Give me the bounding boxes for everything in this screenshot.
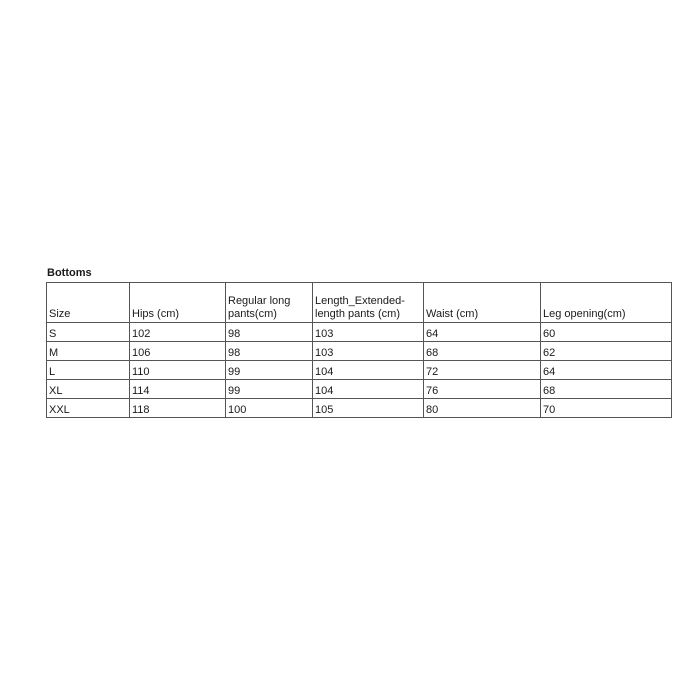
header-size: Size	[47, 283, 130, 323]
table-row	[47, 361, 672, 380]
cell-hips: 110	[130, 361, 226, 380]
cell-extended-length-pants: 104	[313, 361, 424, 380]
cell-leg-opening: 70	[541, 399, 672, 418]
cell-waist: 80	[424, 399, 541, 418]
table-row	[47, 323, 672, 342]
cell-regular-long-pants: 99	[226, 380, 313, 399]
cell-regular-long-pants: 99	[226, 361, 313, 380]
table-title: Bottoms	[47, 267, 92, 279]
cell-extended-length-pants: 104	[313, 380, 424, 399]
cell-size: XXL	[47, 399, 130, 418]
cell-extended-length-pants: 103	[313, 342, 424, 361]
cell-size: L	[47, 361, 130, 380]
cell-waist: 68	[424, 342, 541, 361]
table-row	[47, 399, 672, 418]
cell-leg-opening: 68	[541, 380, 672, 399]
cell-leg-opening: 62	[541, 342, 672, 361]
size-chart	[46, 266, 671, 418]
table-row	[47, 380, 672, 399]
cell-waist: 72	[424, 361, 541, 380]
table-header-row	[47, 283, 672, 323]
cell-hips: 102	[130, 323, 226, 342]
cell-hips: 114	[130, 380, 226, 399]
cell-regular-long-pants: 98	[226, 342, 313, 361]
header-leg-opening: Leg opening(cm)	[541, 283, 672, 323]
cell-hips: 106	[130, 342, 226, 361]
cell-waist: 76	[424, 380, 541, 399]
header-extended-length-pants: Length_Extended-length pants (cm)	[313, 283, 424, 323]
header-regular-long-pants: Regular long pants(cm)	[226, 283, 313, 323]
cell-regular-long-pants: 100	[226, 399, 313, 418]
bottoms-size-table	[46, 282, 672, 418]
cell-hips: 118	[130, 399, 226, 418]
header-waist: Waist (cm)	[424, 283, 541, 323]
cell-size: S	[47, 323, 130, 342]
cell-regular-long-pants: 98	[226, 323, 313, 342]
table-row	[47, 342, 672, 361]
cell-leg-opening: 64	[541, 361, 672, 380]
cell-leg-opening: 60	[541, 323, 672, 342]
cell-size: M	[47, 342, 130, 361]
cell-extended-length-pants: 105	[313, 399, 424, 418]
cell-size: XL	[47, 380, 130, 399]
cell-waist: 64	[424, 323, 541, 342]
header-hips: Hips (cm)	[130, 283, 226, 323]
cell-extended-length-pants: 103	[313, 323, 424, 342]
